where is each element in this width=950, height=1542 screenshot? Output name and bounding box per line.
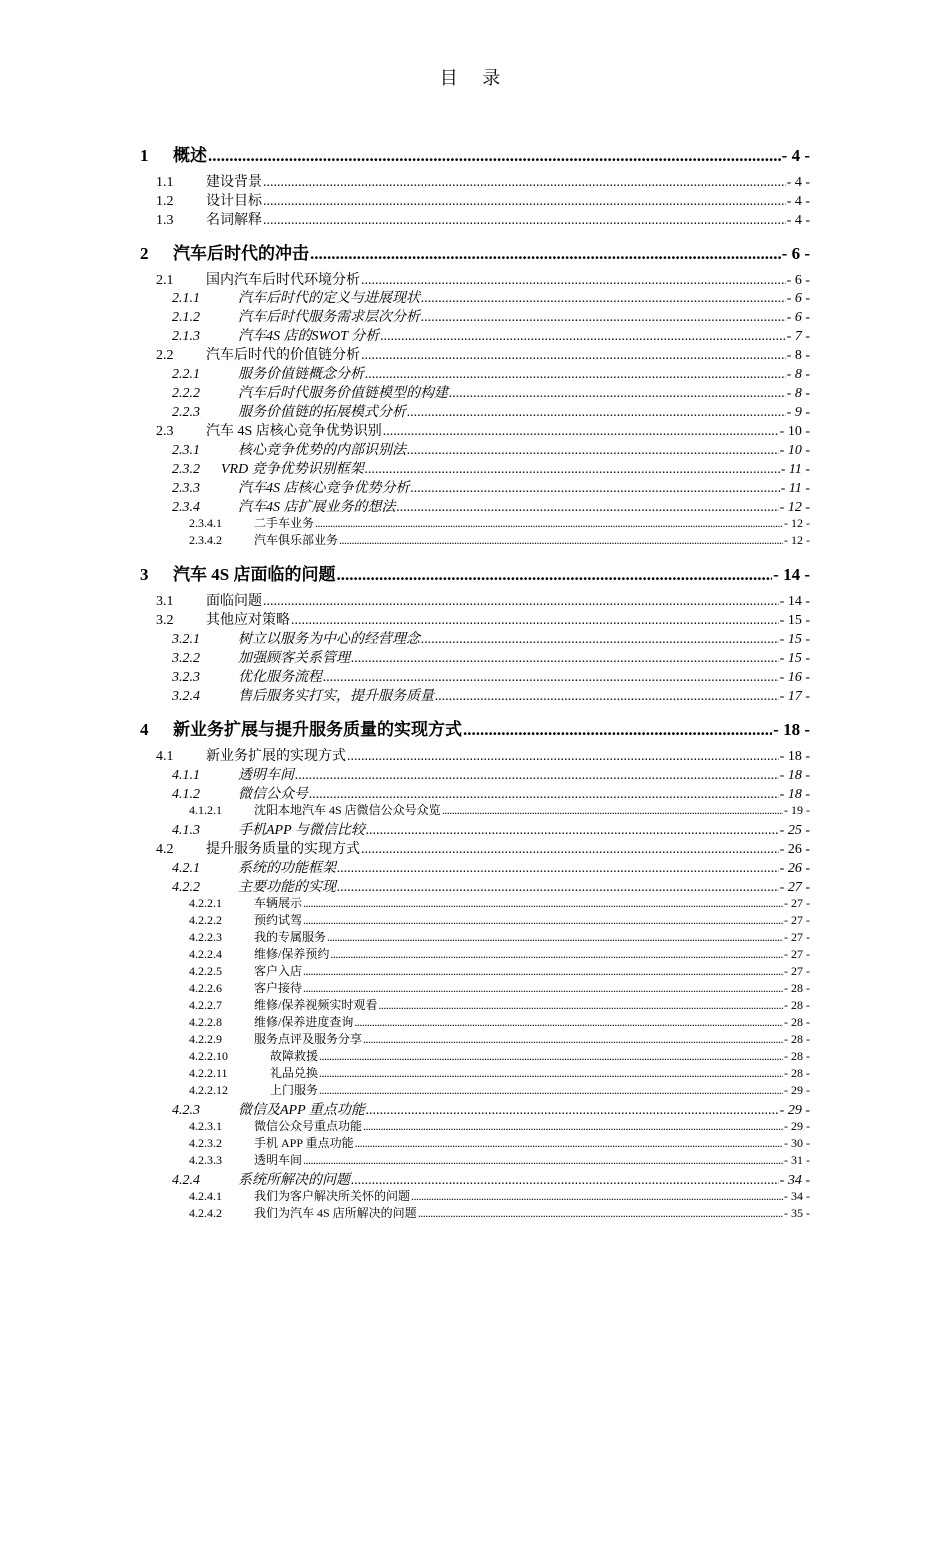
toc-entry[interactable]	[172, 819, 810, 839]
toc-leader-dots	[363, 1119, 783, 1134]
toc-entry-page: - 15 -	[779, 632, 810, 647]
toc-entry-number: 4.2.2.3	[189, 930, 222, 944]
toc-entry-number: 3.2	[156, 613, 174, 628]
toc-entry-number: 2.3.4.2	[189, 533, 222, 547]
toc-entry[interactable]	[156, 609, 810, 629]
toc-entry-page: - 12 -	[779, 500, 810, 515]
page-title: 目 录	[439, 68, 511, 88]
toc-entry-page: - 7 -	[786, 329, 810, 344]
toc-entry-page: - 19 -	[784, 803, 810, 817]
toc-entry-number: 4.2.2.5	[189, 964, 222, 978]
toc-leader-dots	[339, 533, 783, 548]
toc-entry-page: - 31 -	[784, 1153, 810, 1167]
toc-leader-dots	[319, 1083, 783, 1098]
toc-entry-page: - 15 -	[779, 651, 810, 666]
toc-entry-title: 礼品兑换	[270, 1066, 319, 1080]
toc-entry[interactable]	[189, 1013, 810, 1030]
toc-entry[interactable]	[172, 477, 810, 497]
toc-leader-dots	[355, 1136, 783, 1151]
toc-leader-dots	[421, 310, 786, 326]
toc-entry-page: - 18 -	[773, 720, 810, 739]
toc-entry-number: 4.1	[156, 749, 174, 764]
toc-entry[interactable]	[172, 458, 810, 478]
toc-leader-dots	[383, 424, 779, 440]
toc-entry-title: 汽车后时代的冲击	[173, 244, 309, 263]
toc-entry[interactable]	[172, 764, 810, 784]
toc-entry-page: - 28 -	[784, 1015, 810, 1029]
toc-entry[interactable]	[156, 344, 810, 364]
toc-entry-title: 概述	[173, 146, 207, 165]
toc-entry-title: 客户入店	[254, 964, 303, 978]
toc-entry-number: 4.2.3	[172, 1103, 200, 1118]
toc-entry-page: - 12 -	[784, 533, 810, 547]
toc-entry-page: - 15 -	[779, 613, 810, 628]
toc-leader-dots	[323, 670, 779, 686]
toc-entry-title: 透明车间	[238, 768, 294, 783]
toc-leader-dots	[303, 913, 783, 928]
toc-entry[interactable]	[189, 911, 810, 928]
toc-leader-dots	[418, 1206, 783, 1221]
toc-entry-page: - 34 -	[779, 1173, 810, 1188]
toc-entry[interactable]	[172, 401, 810, 421]
toc-entry-number: 4.2.2.12	[189, 1083, 228, 1097]
toc-entry-number: 3.2.2	[172, 651, 200, 666]
toc-entry-title: 微信及APP 重点功能	[238, 1103, 365, 1118]
toc-entry-number: 2.3.3	[172, 481, 200, 496]
toc-entry-number: 4.2.4.1	[189, 1189, 222, 1203]
toc-entry-number: 1	[140, 146, 149, 165]
toc-entry-number: 4	[140, 720, 149, 739]
toc-entry-title: 我的专属服务	[254, 930, 327, 944]
toc-entry-title: 优化服务流程	[238, 670, 322, 685]
toc-entry[interactable]	[172, 325, 810, 345]
toc-entry[interactable]	[172, 666, 810, 686]
toc-leader-dots	[365, 367, 786, 383]
toc-entry-title: 面临问题	[206, 594, 262, 609]
toc-entry-title: 主要功能的实现	[238, 880, 336, 895]
toc-entry-number: 4.2.2.2	[189, 913, 222, 927]
toc-leader-dots	[336, 565, 772, 585]
toc-entry-page: - 27 -	[779, 880, 810, 895]
toc-leader-dots	[315, 516, 783, 531]
toc-entry[interactable]	[189, 1151, 810, 1168]
toc-entry-title: 系统所解决的问题	[238, 1173, 350, 1188]
toc-leader-dots	[380, 329, 785, 345]
toc-leader-dots	[363, 1032, 783, 1047]
toc-entry-page: - 34 -	[784, 1189, 810, 1203]
toc-entry[interactable]	[156, 171, 810, 191]
toc-entry[interactable]	[172, 685, 810, 705]
toc-entry-number: 3.2.3	[172, 670, 200, 685]
toc-entry-page: - 9 -	[786, 405, 810, 420]
toc-entry-page: - 26 -	[779, 861, 810, 876]
toc-entry-title: 提升服务质量的实现方式	[206, 842, 360, 857]
toc-leader-dots	[421, 291, 786, 307]
toc-entry-title: 沈阳本地汽车 4S 店微信公众号众览	[254, 803, 441, 817]
toc-entry-title: 汽车 4S 店核心竞争优势识别	[206, 424, 382, 439]
toc-entry-number: 4.1.3	[172, 823, 200, 838]
toc-entry-title: 汽车后时代服务需求层次分析	[238, 310, 420, 325]
toc-leader-dots	[303, 964, 783, 979]
toc-entry-title: 维修/保养进度查询	[254, 1015, 354, 1029]
toc-entry-title: 国内汽车后时代环境分析	[206, 273, 360, 288]
toc-leader-dots	[442, 803, 783, 818]
toc-entry[interactable]	[189, 1030, 810, 1047]
toc-entry-number: 4.2.2.9	[189, 1032, 222, 1046]
toc-entry-number: 1.3	[156, 213, 174, 228]
toc-entry[interactable]	[189, 1204, 810, 1221]
toc-entry-number: 4.2.4	[172, 1173, 200, 1188]
toc-entry[interactable]	[189, 1134, 810, 1151]
toc-leader-dots	[365, 462, 780, 478]
toc-entry-number: 4.2.2.8	[189, 1015, 222, 1029]
toc-leader-dots	[303, 1153, 783, 1168]
toc-leader-dots	[291, 613, 779, 629]
toc-entry-number: 2.2.1	[172, 367, 200, 382]
toc-entry[interactable]	[189, 928, 810, 945]
toc-entry[interactable]	[172, 439, 810, 459]
toc-leader-dots	[361, 842, 779, 858]
toc-leader-dots	[208, 146, 781, 166]
toc-entry-page: - 28 -	[784, 998, 810, 1012]
toc-entry-page: - 28 -	[784, 1066, 810, 1080]
toc-leader-dots	[366, 823, 779, 839]
toc-entry-number: 4.2.2.11	[189, 1066, 228, 1080]
toc-entry-number: 1.1	[156, 175, 174, 190]
toc-entry-page: - 10 -	[779, 424, 810, 439]
toc-entry-number: 2.2.2	[172, 386, 200, 401]
toc-entry-page: - 6 -	[786, 273, 810, 288]
toc-entry-page: - 29 -	[779, 1103, 810, 1118]
toc-leader-dots	[319, 1066, 783, 1081]
toc-leader-dots	[330, 947, 783, 962]
toc-entry-title: 汽车 4S 店面临的问题	[173, 565, 336, 584]
toc-entry-number: 3.1	[156, 594, 174, 609]
toc-entry[interactable]	[189, 1187, 810, 1204]
toc-entry[interactable]	[140, 560, 810, 585]
toc-entry-number: 2.3.2	[172, 462, 200, 477]
toc-entry[interactable]	[172, 363, 810, 383]
toc-entry-page: - 4 -	[786, 194, 810, 209]
toc-leader-dots	[361, 348, 786, 364]
toc-entry-title: 汽车4S 店的SWOT 分析	[238, 329, 380, 344]
toc-entry-page: - 6 -	[781, 244, 810, 263]
toc-leader-dots	[263, 194, 786, 210]
toc-leader-dots	[303, 981, 783, 996]
toc-entry-number: 2.3	[156, 424, 174, 439]
toc-leader-dots	[411, 481, 780, 497]
toc-entry-number: 4.2.2.1	[189, 896, 222, 910]
toc-entry[interactable]	[172, 1169, 810, 1189]
toc-entry-title: 名词解释	[206, 213, 262, 228]
toc-entry[interactable]	[189, 1064, 810, 1081]
toc-entry-title: 我们为客户解决所关怀的问题	[254, 1189, 411, 1203]
toc-entry-number: 2.1	[156, 273, 174, 288]
toc-entry[interactable]	[189, 979, 810, 996]
toc-entry-page: - 29 -	[784, 1119, 810, 1133]
toc-entry[interactable]	[189, 1047, 810, 1064]
toc-entry-number: 2.1.3	[172, 329, 200, 344]
toc-leader-dots	[407, 405, 786, 421]
toc-entry-number: 4.2.2.10	[189, 1049, 228, 1063]
toc-entry[interactable]	[172, 876, 810, 896]
toc-leader-dots	[435, 689, 779, 705]
toc-entry-title: 车辆展示	[254, 896, 303, 910]
toc-entry-page: - 28 -	[784, 1032, 810, 1046]
toc-entry-title: VRD 竞争优势识别框架	[221, 462, 364, 477]
toc-entry-page: - 25 -	[779, 823, 810, 838]
toc-entry[interactable]	[189, 962, 810, 979]
toc-entry-page: - 18 -	[779, 787, 810, 802]
toc-entry-title: 维修/保养视频实时观看	[254, 998, 378, 1012]
toc-entry-title: 系统的功能框架	[238, 861, 336, 876]
toc-leader-dots	[303, 896, 783, 911]
toc-entry-title: 服务价值链概念分析	[238, 367, 364, 382]
toc-entry-page: - 28 -	[784, 1049, 810, 1063]
toc-entry-title: 汽车后时代服务价值链模型的构建	[238, 386, 448, 401]
toc-entry-number: 4.2.4.2	[189, 1206, 222, 1220]
toc-leader-dots	[411, 1189, 783, 1204]
toc-entry-number: 4.1.2.1	[189, 803, 222, 817]
toc-entry-title: 售后服务实打实，提升服务质量	[238, 689, 434, 704]
toc-entry-title: 其他应对策略	[206, 613, 290, 628]
toc-entry-title: 新业务扩展与提升服务质量的实现方式	[173, 720, 462, 739]
toc-entry[interactable]	[140, 141, 810, 166]
toc-leader-dots	[378, 998, 783, 1013]
toc-entry-number: 2.2	[156, 348, 174, 363]
toc-entry-page: - 35 -	[784, 1206, 810, 1220]
toc-entry-page: - 6 -	[786, 310, 810, 325]
toc-leader-dots	[337, 861, 779, 877]
toc-entry-title: 上门服务	[270, 1083, 319, 1097]
toc-entry-number: 4.2.1	[172, 861, 200, 876]
toc-entry-title: 预约试驾	[254, 913, 303, 927]
toc-entry[interactable]	[172, 647, 810, 667]
toc-entry[interactable]	[172, 628, 810, 648]
toc-entry-title: 我们为汽车 4S 店所解决的问题	[254, 1206, 417, 1220]
toc-entry-number: 2	[140, 244, 149, 263]
toc-entry[interactable]	[156, 745, 810, 765]
toc-entry-number: 2.2.3	[172, 405, 200, 420]
toc-entry-page: - 14 -	[779, 594, 810, 609]
toc-entry-page: - 8 -	[786, 386, 810, 401]
toc-leader-dots	[354, 1015, 783, 1030]
toc-entry[interactable]	[140, 239, 810, 264]
toc-entry[interactable]	[172, 382, 810, 402]
toc-leader-dots	[263, 594, 779, 610]
toc-entry-title: 汽车后时代的价值链分析	[206, 348, 360, 363]
toc-entry-title: 汽车4S 店扩展业务的想法	[238, 500, 396, 515]
toc-entry-page: - 4 -	[786, 175, 810, 190]
toc-entry-number: 4.2.3.2	[189, 1136, 222, 1150]
toc-entry[interactable]	[172, 1099, 810, 1119]
toc-entry-page: - 27 -	[784, 896, 810, 910]
toc-entry[interactable]	[172, 496, 810, 516]
toc-entry-page: - 30 -	[784, 1136, 810, 1150]
toc-entry-title: 客户接待	[254, 981, 303, 995]
toc-entry[interactable]	[189, 894, 810, 911]
toc-entry-page: - 6 -	[786, 291, 810, 306]
toc-entry-title: 微信公众号重点功能	[254, 1119, 363, 1133]
toc-entry-page: - 10 -	[779, 443, 810, 458]
toc-entry-page: - 11 -	[780, 481, 810, 496]
toc-entry-title: 建设背景	[206, 175, 262, 190]
toc-entry-page: - 27 -	[784, 947, 810, 961]
toc-entry-number: 4.1.1	[172, 768, 200, 783]
toc-entry-title: 维修/保养预约	[254, 947, 330, 961]
toc-entry-title: 汽车俱乐部业务	[254, 533, 339, 547]
toc-entry-number: 4.2.2.6	[189, 981, 222, 995]
toc-entry-page: - 11 -	[780, 462, 810, 477]
toc-entry-title: 树立以服务为中心的经营理念	[238, 632, 420, 647]
toc-entry[interactable]	[189, 1117, 810, 1134]
toc-entry-title: 新业务扩展的实现方式	[206, 749, 346, 764]
toc-entry[interactable]	[156, 590, 810, 610]
toc-entry[interactable]	[156, 838, 810, 858]
toc-leader-dots	[351, 651, 779, 667]
toc-entry-number: 4.2.3.1	[189, 1119, 222, 1133]
toc-entry-number: 2.3.4.1	[189, 516, 222, 530]
toc-entry-title: 加强顾客关系管理	[238, 651, 350, 666]
toc-entry[interactable]	[189, 996, 810, 1013]
toc-leader-dots	[449, 386, 786, 402]
toc-entry[interactable]	[156, 209, 810, 229]
toc-leader-dots	[295, 768, 779, 784]
toc-entry-number: 4.2.2.4	[189, 947, 222, 961]
toc-entry[interactable]	[189, 514, 810, 531]
toc-entry-page: - 4 -	[781, 146, 810, 165]
toc-entry-page: - 29 -	[784, 1083, 810, 1097]
toc-leader-dots	[463, 720, 772, 740]
toc-leader-dots	[347, 749, 779, 765]
toc-entry-title: 二手车业务	[254, 516, 315, 530]
toc-entry[interactable]	[189, 1081, 810, 1098]
toc-entry-page: - 18 -	[779, 749, 810, 764]
toc-entry-title: 服务点评及服务分享	[254, 1032, 363, 1046]
toc-entry-page: - 17 -	[779, 689, 810, 704]
toc-entry-title: 手机APP 与微信比较	[238, 823, 365, 838]
toc-entry-title: 手机 APP 重点功能	[254, 1136, 354, 1150]
toc-entry[interactable]	[172, 306, 810, 326]
toc-entry-title: 核心竞争优势的内部识别法	[238, 443, 406, 458]
toc-entry-title: 故障救援	[270, 1049, 319, 1063]
toc-entry-page: - 14 -	[773, 565, 810, 584]
toc-leader-dots	[327, 930, 783, 945]
toc-entry-page: - 18 -	[779, 768, 810, 783]
toc-entry-title: 汽车后时代的定义与进展现状	[238, 291, 420, 306]
toc-entry-page: - 16 -	[779, 670, 810, 685]
toc-entry-page: - 28 -	[784, 981, 810, 995]
toc-entry-title: 微信公众号	[238, 787, 308, 802]
toc-leader-dots	[319, 1049, 783, 1064]
toc-entry-page: - 27 -	[784, 930, 810, 944]
toc-entry[interactable]	[189, 531, 810, 548]
toc-entry[interactable]	[172, 783, 810, 803]
toc-entry-number: 3.2.1	[172, 632, 200, 647]
toc-entry[interactable]	[156, 420, 810, 440]
toc-entry-number: 4.2.2	[172, 880, 200, 895]
toc-entry-number: 2.1.1	[172, 291, 200, 306]
toc-entry-number: 2.3.4	[172, 500, 200, 515]
toc-entry-number: 4.2.2.7	[189, 998, 222, 1012]
toc-entry-number: 1.2	[156, 194, 174, 209]
toc-entry-number: 4.1.2	[172, 787, 200, 802]
toc-entry-title: 透明车间	[254, 1153, 303, 1167]
toc-entry-number: 4.2	[156, 842, 174, 857]
toc-entry-page: - 8 -	[786, 367, 810, 382]
toc-entry[interactable]	[189, 801, 810, 818]
toc-entry-number: 2.1.2	[172, 310, 200, 325]
toc-entry[interactable]	[140, 715, 810, 740]
toc-entry-page: - 8 -	[786, 348, 810, 363]
toc-leader-dots	[407, 443, 779, 459]
toc-entry-page: - 26 -	[779, 842, 810, 857]
toc-entry-number: 4.2.3.3	[189, 1153, 222, 1167]
toc-entry-number: 3	[140, 565, 149, 584]
toc-entry-title: 汽车4S 店核心竞争优势分析	[238, 481, 410, 496]
toc-leader-dots	[263, 213, 786, 229]
toc-entry[interactable]	[156, 190, 810, 210]
toc-entry[interactable]	[156, 269, 810, 289]
toc-leader-dots	[263, 175, 786, 191]
toc-entry[interactable]	[172, 857, 810, 877]
toc-entry-number: 2.3.1	[172, 443, 200, 458]
toc-entry-number: 3.2.4	[172, 689, 200, 704]
toc-entry[interactable]	[172, 287, 810, 307]
toc-entry-page: - 27 -	[784, 964, 810, 978]
toc-entry[interactable]	[189, 945, 810, 962]
toc-entry-page: - 4 -	[786, 213, 810, 228]
toc-entry-page: - 27 -	[784, 913, 810, 927]
toc-entry-title: 设计目标	[206, 194, 262, 209]
toc-entry-title: 服务价值链的拓展模式分析	[238, 405, 406, 420]
toc-entry-page: - 12 -	[784, 516, 810, 530]
toc-leader-dots	[310, 244, 781, 264]
toc-leader-dots	[421, 632, 779, 648]
